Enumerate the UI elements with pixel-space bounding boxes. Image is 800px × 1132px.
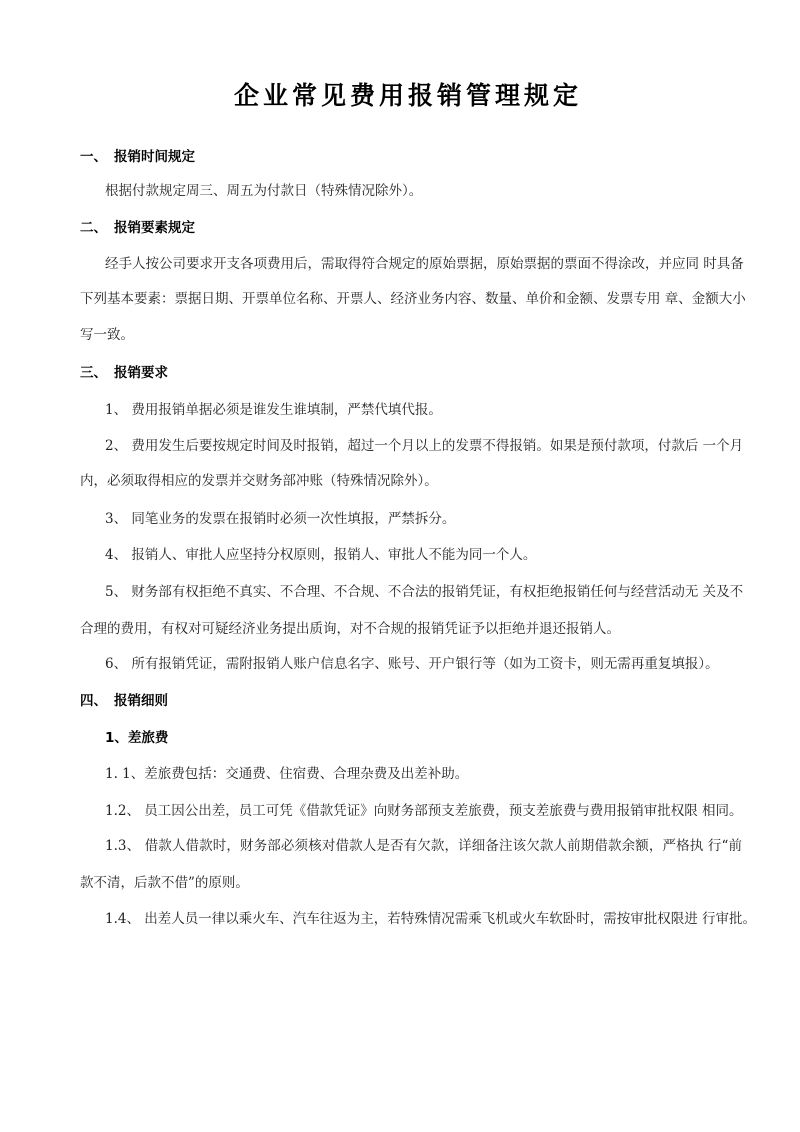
list-item: 1、 费用报销单据必须是谁发生谁填制，严禁代填代报。 (105, 402, 442, 418)
section-title: 报销要求 (114, 365, 168, 381)
list-item: 5、 财务部有权拒绝不真实、不合理、不合规、不合法的报销凭证，有权拒绝报销任何与经营活动无 关及不 (105, 584, 744, 600)
list-item: 3、 同笔业务的发票在报销时必须一次性填报，严禁拆分。 (105, 511, 456, 527)
paragraph-line: 写一致。 (80, 327, 134, 343)
list-item-continuation: 款不清，后款不借”的原则。 (80, 875, 249, 891)
section-number: 一、 (80, 149, 107, 165)
paragraph-line: 下列基本要素：票据日期、开票单位名称、开票人、经济业务内容、数量、单价和金额、发票专用 章、金额大小 (80, 291, 746, 307)
list-item: 1. 1、差旅费包括：交通费、住宿费、合理杂费及出差补助。 (105, 766, 469, 782)
list-item: 6、 所有报销凭证，需附报销人账户信息名字、账号、开户银行等（如为工资卡，则无需再重复填报）。 (105, 656, 719, 672)
list-item: 4、 报销人、审批人应坚持分权原则，报销人、审批人不能为同一个人。 (105, 547, 537, 563)
section-title: 报销时间规定 (114, 149, 195, 165)
section-heading-4 (80, 691, 168, 711)
section-number: 四、 (80, 693, 107, 709)
list-item-continuation: 合理的费用，有权对可疑经济业务提出质询，对不合规的报销凭证予以拒绝并退还报销人。 (80, 621, 620, 637)
list-item-continuation: 内，必须取得相应的发票并交财务部冲账（特殊情况除外）。 (80, 473, 438, 489)
paragraph-line: 经手人按公司要求开支各项费用后，需取得符合规定的原始票据，原始票据的票面不得涂改，并应同 时具备 (105, 256, 744, 272)
section-heading-2 (80, 218, 195, 238)
subsection-heading: 1、差旅费 (105, 730, 169, 746)
list-item: 1.4、 出差人员一律以乘火车、汽车往返为主，若特殊情况需乘飞机或火车软卧时，需按审批权限进 行审批。 (105, 911, 757, 927)
section-heading-3 (80, 363, 168, 383)
list-item: 1.2、 员工因公出差，员工可凭《借款凭证》向财务部预支差旅费，预支差旅费与费用报销审批权限 相同。 (105, 803, 743, 819)
list-item: 2、 费用发生后要按规定时间及时报销，超过一个月以上的发票不得报销。如果是预付款项，付款后 一个月 (105, 438, 744, 454)
section-number: 三、 (80, 365, 107, 381)
section-title: 报销细则 (114, 693, 168, 709)
document-title: 企业常见费用报销管理规定 (233, 81, 582, 110)
section-heading-1 (80, 147, 195, 167)
paragraph-line: 根据付款规定周三、周五为付款日（特殊情况除外）。 (105, 183, 423, 199)
section-number: 二、 (80, 220, 107, 236)
section-title: 报销要素规定 (114, 220, 195, 236)
list-item: 1.3、 借款人借款时，财务部必须核对借款人是否有欠款，详细备注该欠款人前期借款余额，严格执 行“前 (105, 838, 742, 854)
